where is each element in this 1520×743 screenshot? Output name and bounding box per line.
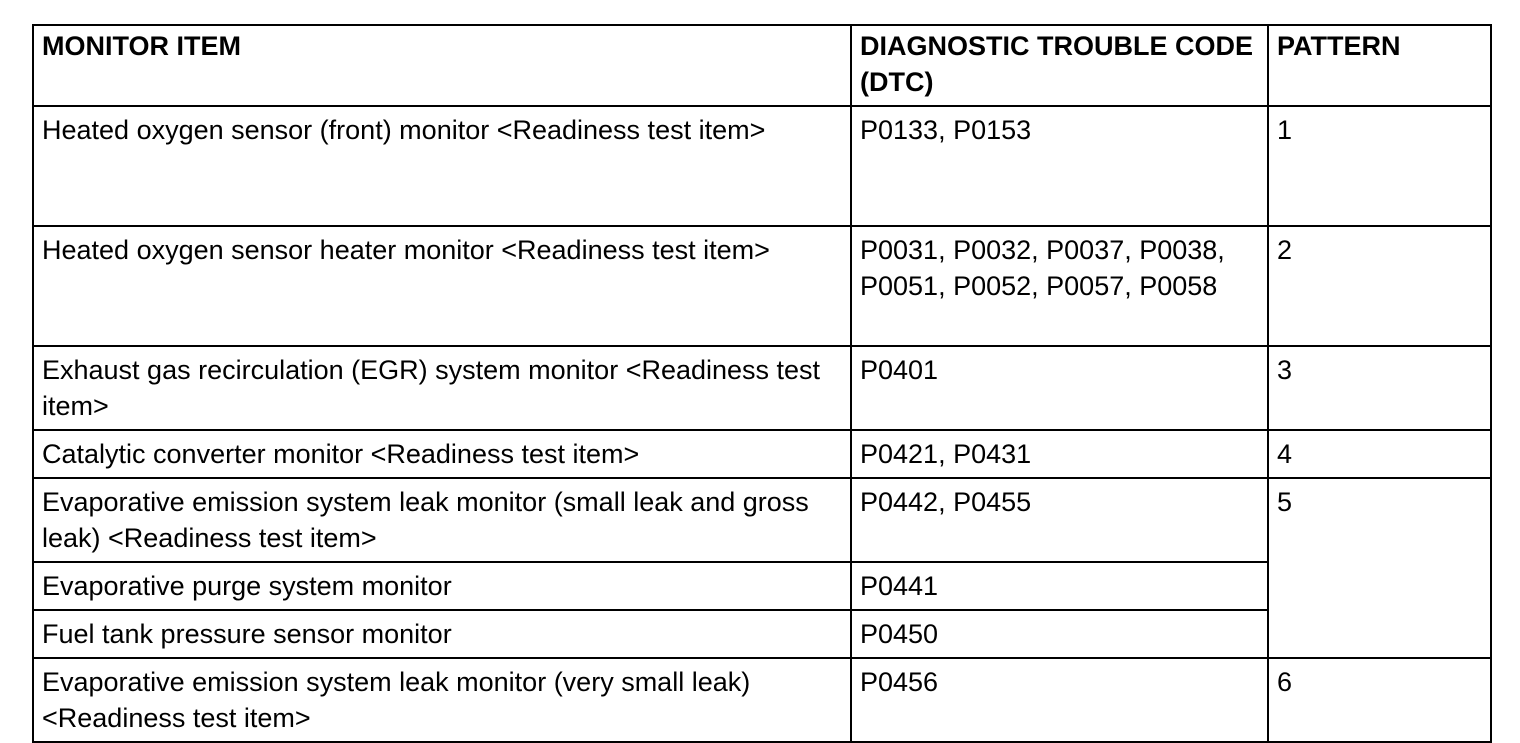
header-dtc: DIAGNOSTIC TROUBLE CODE (DTC) <box>851 25 1268 106</box>
table-row <box>33 658 1491 742</box>
table-header-row <box>33 25 1491 106</box>
dtc-cell: P0401 <box>851 346 1268 430</box>
dtc-cell: P0421, P0431 <box>851 430 1268 478</box>
monitor-item-cell: Heated oxygen sensor (front) monitor <Readiness test item> <box>33 106 851 226</box>
dtc-monitor-table <box>32 24 1492 743</box>
pattern-cell: 5 <box>1268 478 1491 658</box>
pattern-cell: 1 <box>1268 106 1491 226</box>
table-row <box>33 226 1491 346</box>
dtc-cell: P0456 <box>851 658 1268 742</box>
dtc-cell: P0442, P0455 <box>851 478 1268 562</box>
monitor-item-cell: Evaporative purge system monitor <box>33 562 851 610</box>
monitor-item-cell: Evaporative emission system leak monitor (small leak and gross leak) <Readiness test item> <box>33 478 851 562</box>
table-row <box>33 478 1491 562</box>
header-monitor-item: MONITOR ITEM <box>33 25 851 106</box>
monitor-item-cell: Evaporative emission system leak monitor (very small leak) <Readiness test item> <box>33 658 851 742</box>
header-pattern: PATTERN <box>1268 25 1491 106</box>
dtc-cell: P0450 <box>851 610 1268 658</box>
monitor-item-cell: Catalytic converter monitor <Readiness test item> <box>33 430 851 478</box>
pattern-cell: 3 <box>1268 346 1491 430</box>
monitor-item-cell: Heated oxygen sensor heater monitor <Readiness test item> <box>33 226 851 346</box>
pattern-cell: 2 <box>1268 226 1491 346</box>
pattern-cell: 6 <box>1268 658 1491 742</box>
dtc-cell: P0441 <box>851 562 1268 610</box>
pattern-cell: 4 <box>1268 430 1491 478</box>
dtc-cell: P0133, P0153 <box>851 106 1268 226</box>
table-row <box>33 106 1491 226</box>
table-row <box>33 346 1491 430</box>
dtc-cell: P0031, P0032, P0037, P0038, P0051, P0052, P0057, P0058 <box>851 226 1268 346</box>
table-row <box>33 430 1491 478</box>
monitor-item-cell: Fuel tank pressure sensor monitor <box>33 610 851 658</box>
monitor-item-cell: Exhaust gas recirculation (EGR) system monitor <Readiness test item> <box>33 346 851 430</box>
